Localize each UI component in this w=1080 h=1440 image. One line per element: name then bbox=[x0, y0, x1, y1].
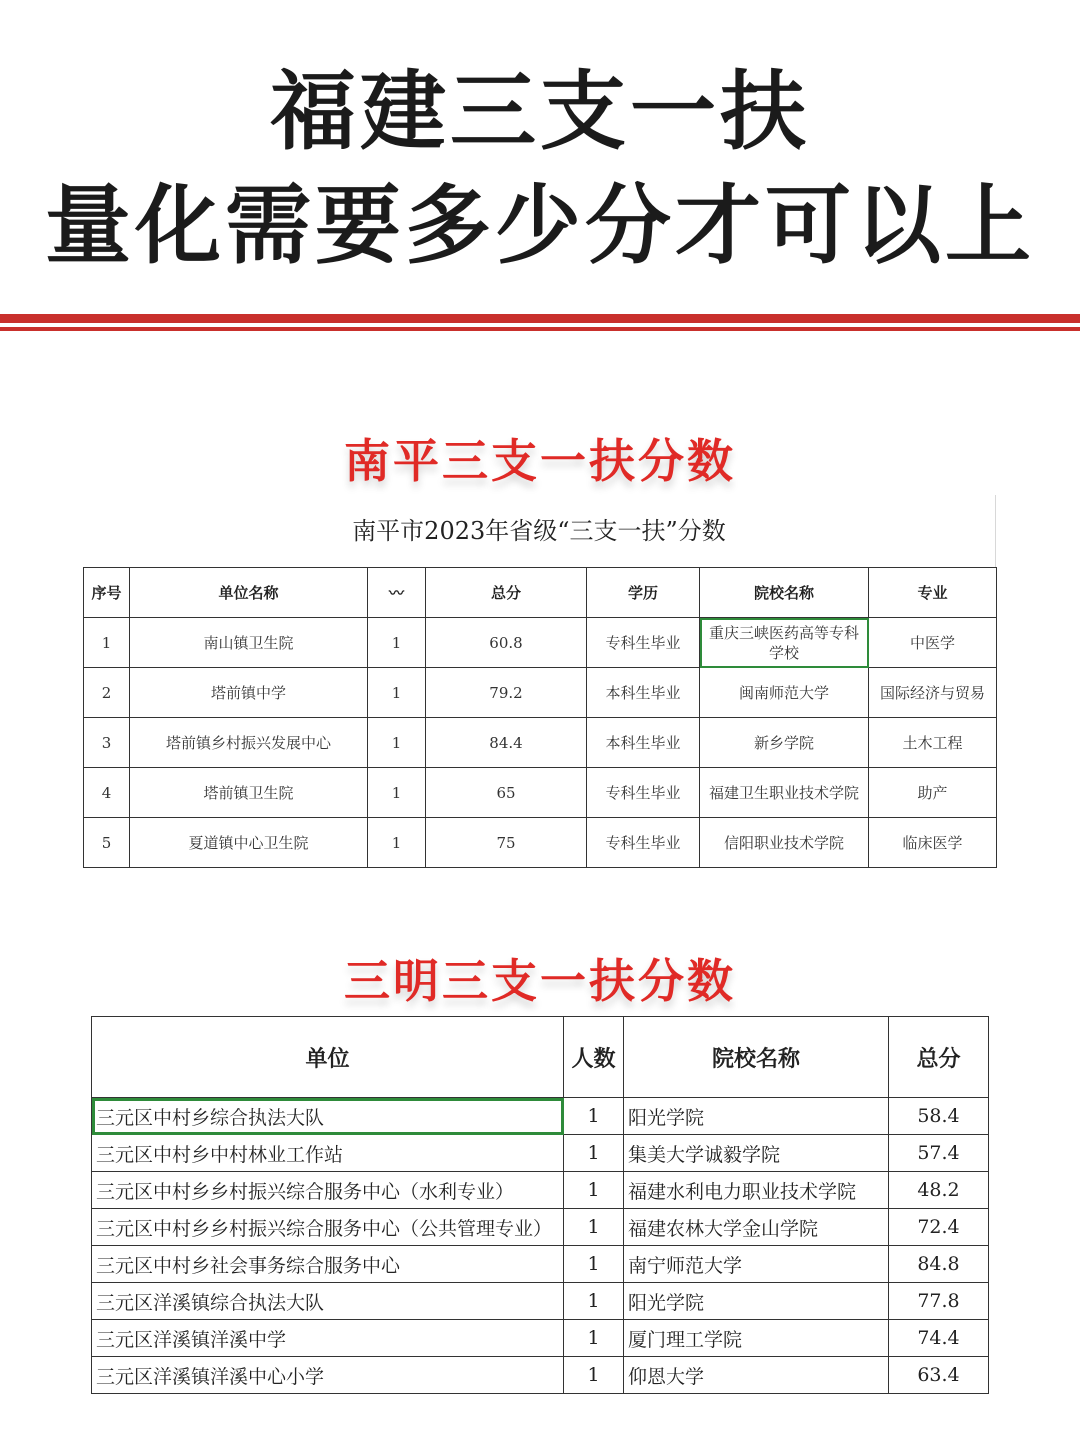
header-col-total-score: 总分 bbox=[426, 568, 587, 618]
cell-col-unit[interactable]: 三元区洋溪镇洋溪中学 bbox=[92, 1320, 564, 1357]
cell-col-major[interactable]: 助产 bbox=[869, 768, 997, 818]
table-row bbox=[84, 818, 997, 868]
cell-col-school-name[interactable]: 阳光学院 bbox=[624, 1283, 889, 1320]
cell-col-total-score[interactable]: 48.2 bbox=[889, 1172, 989, 1209]
cell-col-unit[interactable]: 三元区中村乡综合执法大队 bbox=[92, 1098, 564, 1135]
cell-col-education[interactable]: 专科生毕业 bbox=[587, 768, 700, 818]
cell-col-major[interactable]: 土木工程 bbox=[869, 718, 997, 768]
table-row bbox=[92, 1283, 989, 1320]
cell-col-unit[interactable]: 三元区中村乡乡村振兴综合服务中心（公共管理专业） bbox=[92, 1209, 564, 1246]
cell-col-total-score[interactable]: 74.4 bbox=[889, 1320, 989, 1357]
table-row bbox=[92, 1357, 989, 1394]
header-col-index: 序号 bbox=[84, 568, 130, 618]
header-col-education: 学历 bbox=[587, 568, 700, 618]
cell-col-count[interactable]: 1 bbox=[368, 818, 426, 868]
table-row bbox=[92, 1098, 989, 1135]
cell-col-school-name[interactable]: 重庆三峡医药高等专科学校 bbox=[700, 618, 869, 668]
table-row bbox=[92, 1320, 989, 1357]
cell-col-total-score[interactable]: 63.4 bbox=[889, 1357, 989, 1394]
cell-col-school-name[interactable]: 新乡学院 bbox=[700, 718, 869, 768]
table-row bbox=[92, 1172, 989, 1209]
sanming-score-table bbox=[91, 1016, 989, 1394]
cell-col-total-score[interactable]: 58.4 bbox=[889, 1098, 989, 1135]
table-row bbox=[84, 718, 997, 768]
table-caption: 南平市2023年省级“三支一扶”分数 bbox=[83, 495, 996, 567]
sanming-score-table-wrapper bbox=[91, 1016, 988, 1394]
cell-col-index[interactable]: 4 bbox=[84, 768, 130, 818]
cell-col-school-name[interactable]: 厦门理工学院 bbox=[624, 1320, 889, 1357]
cell-col-major[interactable]: 中医学 bbox=[869, 618, 997, 668]
header-col-school-name: 院校名称 bbox=[624, 1017, 889, 1098]
header-col-count: 〰 bbox=[368, 568, 426, 618]
cell-col-headcount[interactable]: 1 bbox=[564, 1357, 624, 1394]
cell-col-total-score[interactable]: 84.4 bbox=[426, 718, 587, 768]
nanping-score-table-wrapper bbox=[83, 495, 996, 868]
cell-col-unit[interactable]: 三元区洋溪镇洋溪中心小学 bbox=[92, 1357, 564, 1394]
header-col-unit: 单位 bbox=[92, 1017, 564, 1098]
cell-col-headcount[interactable]: 1 bbox=[564, 1209, 624, 1246]
cell-col-headcount[interactable]: 1 bbox=[564, 1135, 624, 1172]
cell-col-total-score[interactable]: 84.8 bbox=[889, 1246, 989, 1283]
nanping-score-table bbox=[83, 567, 997, 868]
cell-col-count[interactable]: 1 bbox=[368, 618, 426, 668]
cell-col-education[interactable]: 本科生毕业 bbox=[587, 718, 700, 768]
cell-col-major[interactable]: 临床医学 bbox=[869, 818, 997, 868]
cell-col-unit-name[interactable]: 塔前镇中学 bbox=[130, 668, 368, 718]
cell-col-total-score[interactable]: 75 bbox=[426, 818, 587, 868]
cell-col-school-name[interactable]: 南宁师范大学 bbox=[624, 1246, 889, 1283]
cell-col-school-name[interactable]: 集美大学诚毅学院 bbox=[624, 1135, 889, 1172]
cell-col-total-score[interactable]: 72.4 bbox=[889, 1209, 989, 1246]
cell-col-school-name[interactable]: 仰恩大学 bbox=[624, 1357, 889, 1394]
header-col-school-name: 院校名称 bbox=[700, 568, 869, 618]
cell-col-school-name[interactable]: 福建卫生职业技术学院 bbox=[700, 768, 869, 818]
cell-col-total-score[interactable]: 60.8 bbox=[426, 618, 587, 668]
header-col-unit-name: 单位名称 bbox=[130, 568, 368, 618]
cell-col-index[interactable]: 2 bbox=[84, 668, 130, 718]
cell-col-school-name[interactable]: 阳光学院 bbox=[624, 1098, 889, 1135]
header-col-major: 专业 bbox=[869, 568, 997, 618]
cell-col-headcount[interactable]: 1 bbox=[564, 1172, 624, 1209]
cell-col-unit[interactable]: 三元区中村乡中村林业工作站 bbox=[92, 1135, 564, 1172]
cell-col-count[interactable]: 1 bbox=[368, 768, 426, 818]
cell-col-major[interactable]: 国际经济与贸易 bbox=[869, 668, 997, 718]
page-title-line2: 量化需要多少分才可以上 bbox=[45, 176, 1035, 276]
cell-col-school-name[interactable]: 福建水利电力职业技术学院 bbox=[624, 1172, 889, 1209]
cell-col-unit-name[interactable]: 塔前镇乡村振兴发展中心 bbox=[130, 718, 368, 768]
header-col-total-score: 总分 bbox=[889, 1017, 989, 1098]
table-row bbox=[84, 668, 997, 718]
table-header-row bbox=[92, 1017, 989, 1098]
table-row bbox=[92, 1246, 989, 1283]
cell-col-total-score[interactable]: 65 bbox=[426, 768, 587, 818]
cell-col-school-name[interactable]: 闽南师范大学 bbox=[700, 668, 869, 718]
cell-col-school-name[interactable]: 信阳职业技术学院 bbox=[700, 818, 869, 868]
table-row bbox=[92, 1135, 989, 1172]
cell-col-unit-name[interactable]: 南山镇卫生院 bbox=[130, 618, 368, 668]
table-header-row bbox=[84, 568, 997, 618]
cell-col-total-score[interactable]: 77.8 bbox=[889, 1283, 989, 1320]
cell-col-unit[interactable]: 三元区中村乡社会事务综合服务中心 bbox=[92, 1246, 564, 1283]
cell-col-school-name[interactable]: 福建农林大学金山学院 bbox=[624, 1209, 889, 1246]
cell-col-unit[interactable]: 三元区洋溪镇综合执法大队 bbox=[92, 1283, 564, 1320]
cell-col-total-score[interactable]: 57.4 bbox=[889, 1135, 989, 1172]
cell-col-education[interactable]: 专科生毕业 bbox=[587, 818, 700, 868]
cell-col-unit-name[interactable]: 塔前镇卫生院 bbox=[130, 768, 368, 818]
cell-col-headcount[interactable]: 1 bbox=[564, 1320, 624, 1357]
cell-col-headcount[interactable]: 1 bbox=[564, 1098, 624, 1135]
cell-col-unit-name[interactable]: 夏道镇中心卫生院 bbox=[130, 818, 368, 868]
page-title-line1: 福建三支一扶 bbox=[270, 62, 810, 162]
cell-col-total-score[interactable]: 79.2 bbox=[426, 668, 587, 718]
cell-col-unit[interactable]: 三元区中村乡乡村振兴综合服务中心（水利专业） bbox=[92, 1172, 564, 1209]
cell-col-index[interactable]: 5 bbox=[84, 818, 130, 868]
cell-col-count[interactable]: 1 bbox=[368, 668, 426, 718]
table-row bbox=[92, 1209, 989, 1246]
cell-col-count[interactable]: 1 bbox=[368, 718, 426, 768]
section-heading-sanming: 三明三支一扶分数 bbox=[344, 954, 736, 1009]
table-row bbox=[84, 768, 997, 818]
cell-col-education[interactable]: 本科生毕业 bbox=[587, 668, 700, 718]
table-row bbox=[84, 618, 997, 668]
cell-col-index[interactable]: 1 bbox=[84, 618, 130, 668]
divider-thin bbox=[0, 327, 1080, 331]
cell-col-education[interactable]: 专科生毕业 bbox=[587, 618, 700, 668]
section-heading-nanping: 南平三支一扶分数 bbox=[344, 434, 736, 489]
cell-col-index[interactable]: 3 bbox=[84, 718, 130, 768]
header-col-headcount: 人数 bbox=[564, 1017, 624, 1098]
cell-col-headcount[interactable]: 1 bbox=[564, 1246, 624, 1283]
cell-col-headcount[interactable]: 1 bbox=[564, 1283, 624, 1320]
divider-thick bbox=[0, 314, 1080, 323]
